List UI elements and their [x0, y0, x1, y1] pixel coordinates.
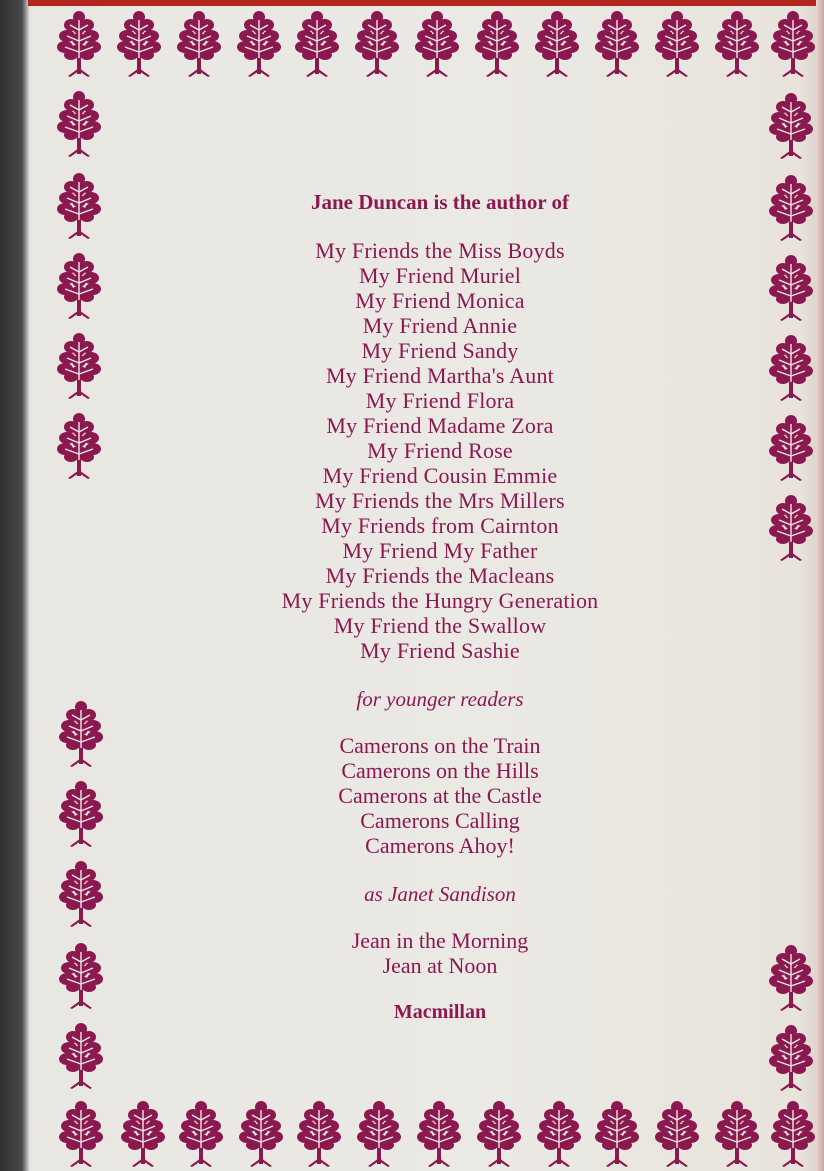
tree-icon: [536, 1098, 582, 1168]
book-title: Camerons at the Castle: [338, 783, 542, 808]
book-title: My Friends the Miss Boyds: [315, 238, 565, 263]
younger-readers-heading: for younger readers: [356, 687, 524, 711]
book-title: My Friend Annie: [362, 313, 518, 338]
tree-icon: [116, 8, 162, 78]
tree-icon: [178, 1098, 224, 1168]
tree-icon: [768, 332, 814, 402]
book-title: My Friend Sandy: [361, 338, 519, 363]
book-title: My Friend Madame Zora: [326, 413, 554, 438]
book-title: Camerons on the Train: [339, 733, 541, 758]
tree-icon: [56, 170, 102, 240]
tree-icon: [770, 8, 816, 78]
book-title: My Friend Monica: [355, 288, 525, 313]
book-title: Camerons on the Hills: [341, 758, 539, 783]
book-title: My Friend My Father: [342, 538, 538, 563]
tree-icon: [236, 8, 282, 78]
tree-icon: [768, 492, 814, 562]
book-title: Camerons Calling: [360, 808, 520, 833]
tree-icon: [594, 1098, 640, 1168]
publisher-name: Macmillan: [393, 1001, 487, 1023]
tree-icon: [768, 90, 814, 160]
tree-icon: [416, 1098, 462, 1168]
book-title: Camerons Ahoy!: [365, 833, 515, 858]
tree-icon: [474, 8, 520, 78]
tree-icon: [768, 942, 814, 1012]
pseudonym-heading: as Janet Sandison: [364, 882, 516, 906]
tree-icon: [56, 410, 102, 480]
main-titles-list: [140, 238, 740, 663]
book-title: My Friend Martha's Aunt: [326, 363, 554, 388]
tree-icon: [356, 1098, 402, 1168]
tree-icon: [770, 1098, 816, 1168]
tree-icon: [238, 1098, 284, 1168]
tree-icon: [294, 8, 340, 78]
tree-icon: [58, 778, 104, 848]
tree-icon: [120, 1098, 166, 1168]
tree-icon: [654, 8, 700, 78]
book-title: My Friends the Mrs Millers: [315, 488, 565, 513]
younger-titles-list: [140, 733, 740, 858]
book-title: My Friend Muriel: [358, 263, 522, 288]
book-title: Jean in the Morning: [351, 928, 529, 953]
tree-icon: [476, 1098, 522, 1168]
tree-icon: [58, 698, 104, 768]
tree-icon: [768, 172, 814, 242]
tree-icon: [56, 88, 102, 158]
book-title: My Friend the Swallow: [333, 613, 547, 638]
tree-icon: [354, 8, 400, 78]
tree-icon: [58, 858, 104, 928]
book-title: My Friends the Hungry Generation: [281, 588, 599, 613]
bibliography-heading: Jane Duncan is the author of: [310, 190, 570, 214]
tree-icon: [714, 1098, 760, 1168]
book-title: My Friends from Cairnton: [321, 513, 559, 538]
tree-icon: [534, 8, 580, 78]
book-title: My Friend Rose: [367, 438, 513, 463]
tree-icon: [58, 1020, 104, 1090]
tree-icon: [768, 252, 814, 322]
tree-icon: [56, 250, 102, 320]
tree-icon: [56, 330, 102, 400]
book-title: My Friend Flora: [365, 388, 515, 413]
book-title: My Friend Sashie: [360, 638, 520, 663]
tree-icon: [176, 8, 222, 78]
book-title: My Friend Cousin Emmie: [322, 463, 558, 488]
book-title: My Friends the Macleans: [325, 563, 555, 588]
page-edge: [816, 0, 824, 1171]
book-title: Jean at Noon: [382, 953, 498, 978]
tree-icon: [768, 1022, 814, 1092]
tree-icon: [58, 940, 104, 1010]
tree-icon: [594, 8, 640, 78]
author-bibliography: [140, 186, 740, 1026]
tree-icon: [714, 8, 760, 78]
tree-icon: [56, 8, 102, 78]
tree-icon: [768, 412, 814, 482]
spine-edge: [28, 0, 824, 6]
tree-icon: [296, 1098, 342, 1168]
tree-icon: [654, 1098, 700, 1168]
tree-icon: [58, 1098, 104, 1168]
tree-icon: [414, 8, 460, 78]
pseudonym-titles-list: [140, 928, 740, 978]
